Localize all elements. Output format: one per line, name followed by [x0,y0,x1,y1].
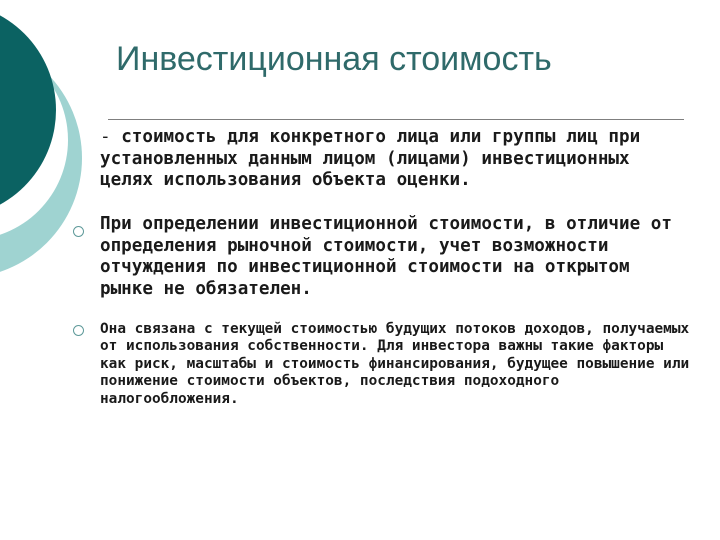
definition-paragraph [100,127,690,192]
slide-title: Инвестиционная стоимость [116,40,552,78]
dash-marker: - [100,127,122,147]
decorative-circles [0,0,110,300]
bullet-icon [73,325,84,336]
title-divider [108,119,684,120]
bullet-icon [73,226,84,237]
bullet-item-1: При определении инвестиционной стоимости, в отличие от определения рыночной стоимости, учет возможности отчуждения по инвестиционной стоимости на открытом рынке не обязателен. [100,214,672,299]
bullet-item-2: Она связана с текущей стоимостью будущих потоков доходов, получаемых от использования собственности. Для инвестора важны такие факторы как риск, масштабы и стоимость финансирования, будущее повышение или понижение стоимости объектов, последствия подоходного налогообложения. [100,321,690,407]
definition-text: стоимость для конкретного лица или группы лиц при установленных данным лицом (лицами) инвестиционных целях использования объекта оценки. [100,127,641,191]
